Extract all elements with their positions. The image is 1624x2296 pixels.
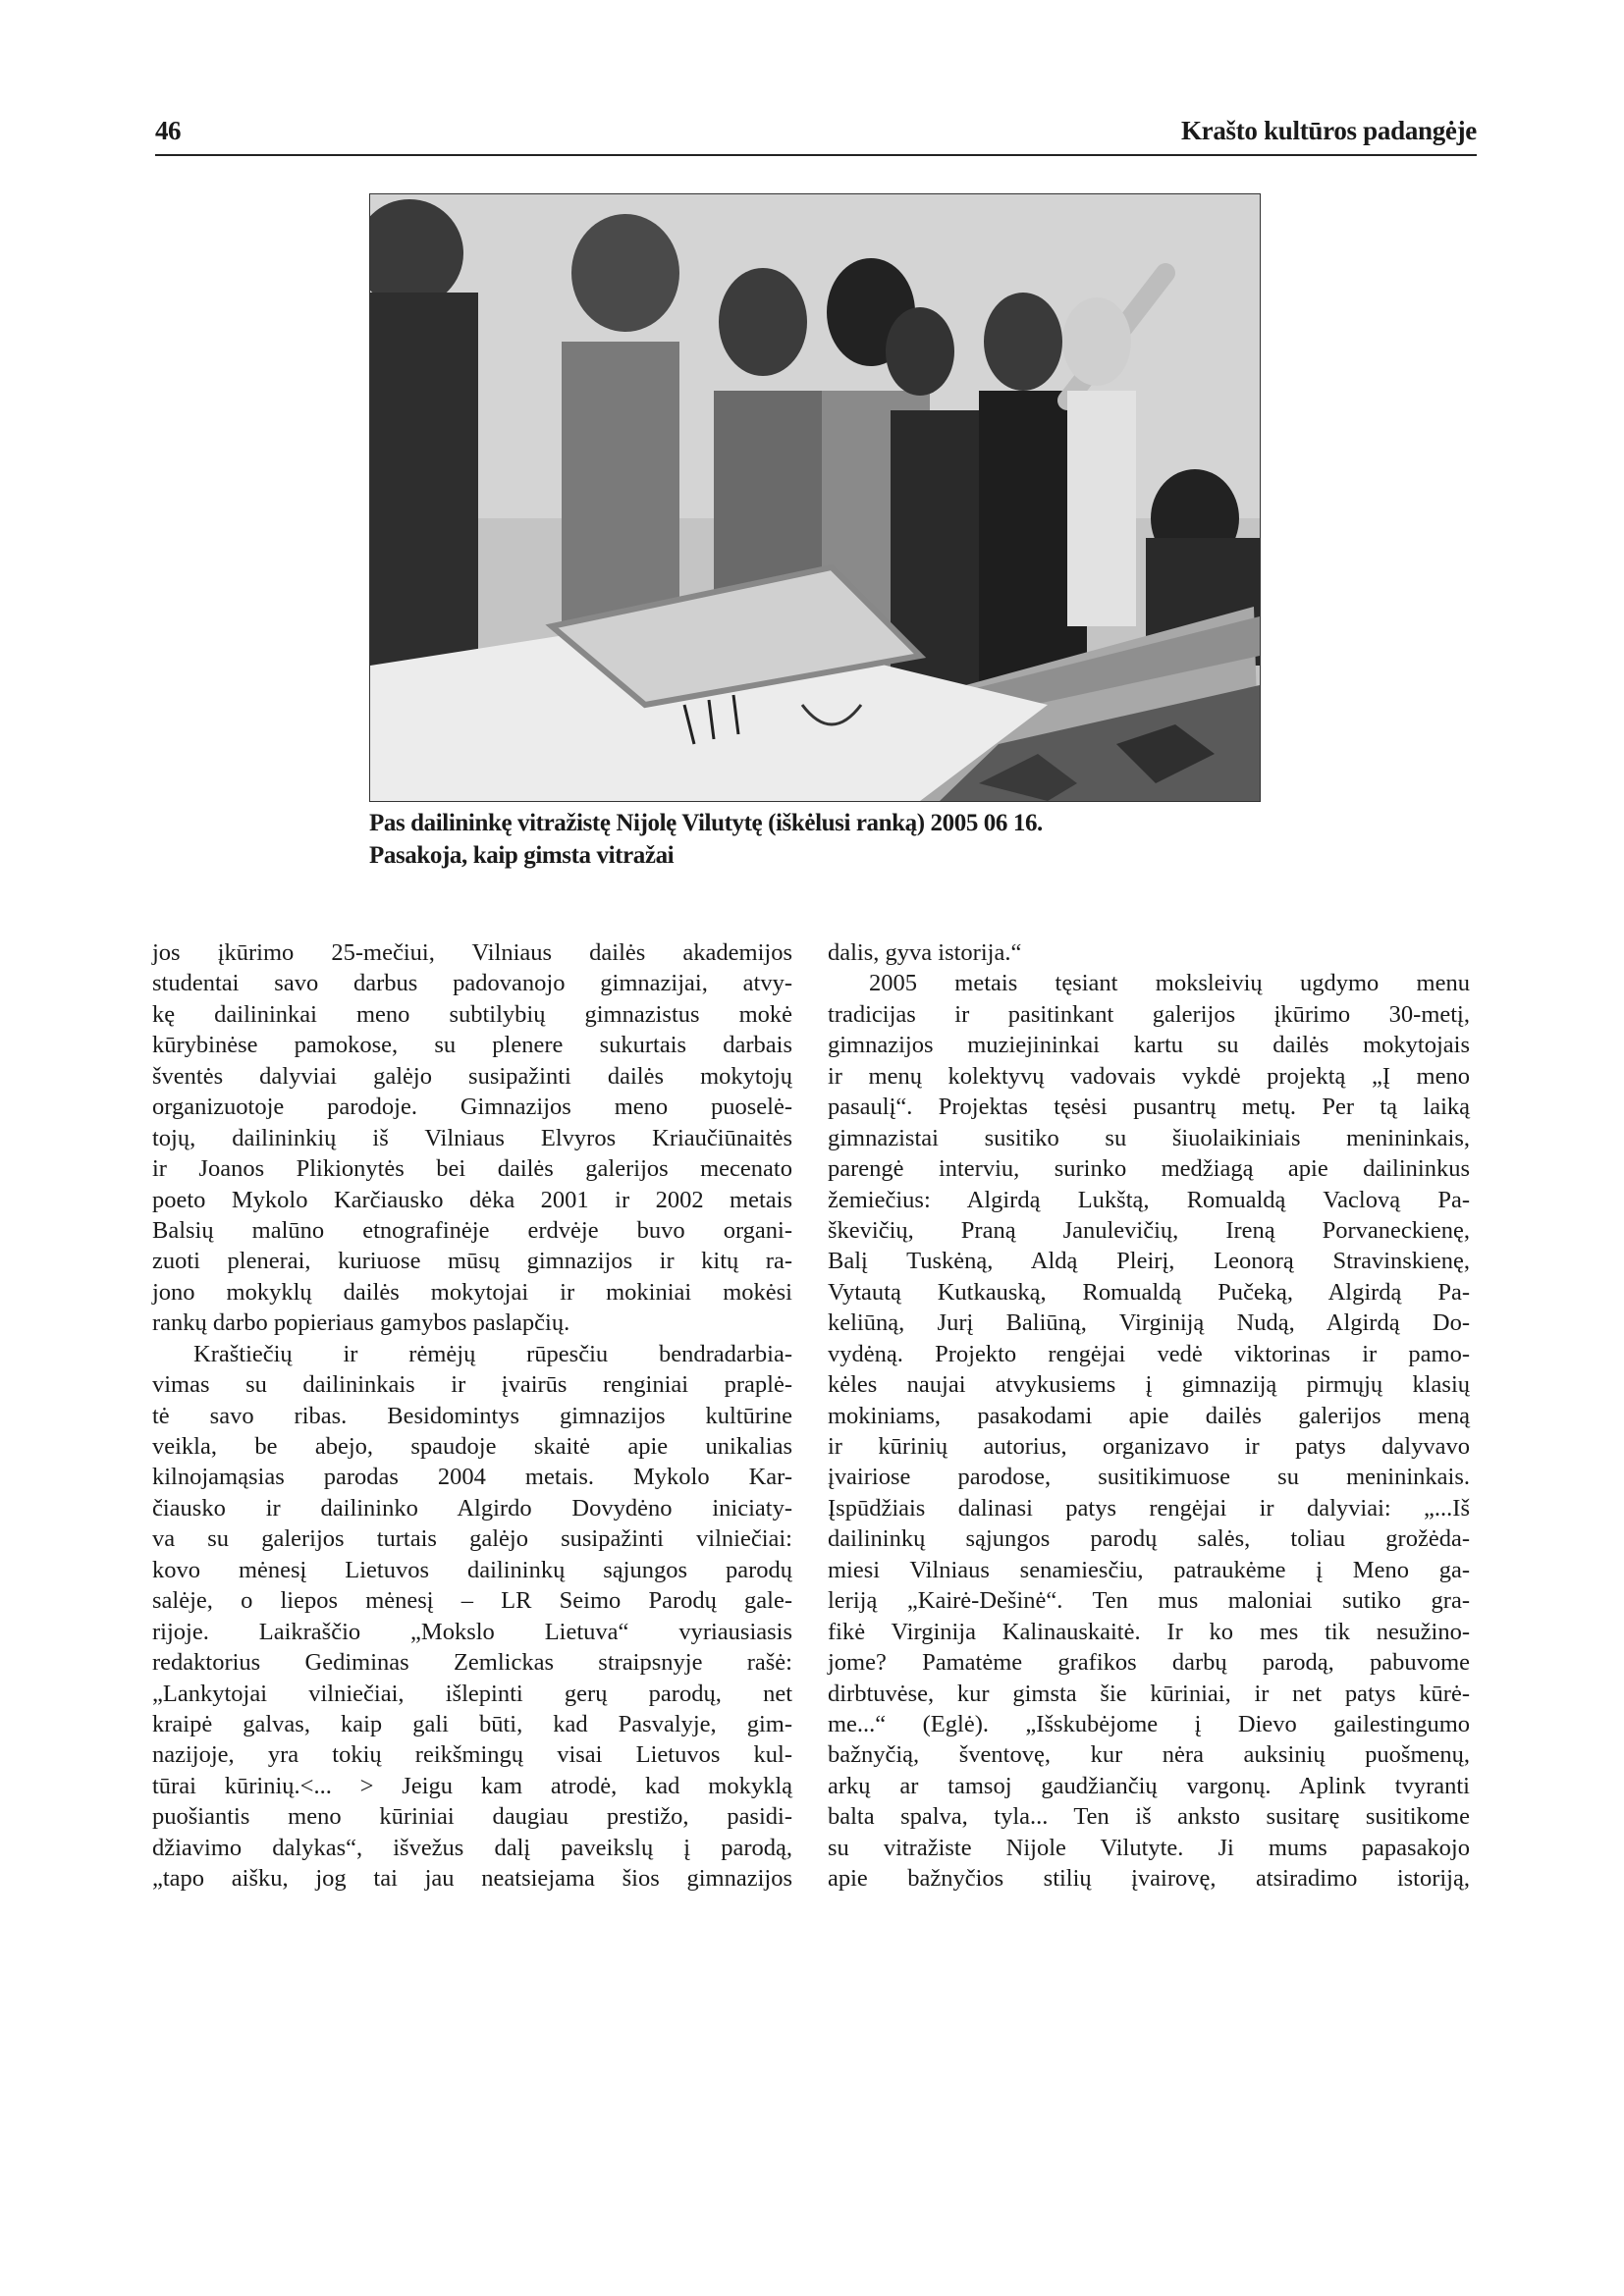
text-line: šventės dalyviai galėjo susipažinti dailės mokytojų: [152, 1062, 792, 1090]
caption-line: Pasakoja, kaip gimsta vitražai: [369, 842, 675, 869]
person-head: [719, 268, 807, 376]
text-line: kėles naujai atvykusiems į gimnaziją pirmųjų klasių: [828, 1371, 1470, 1399]
person-head: [886, 307, 954, 396]
text-line: pasaulį“. Projektas tęsėsi pusantrų metų. Per tą laiką: [828, 1094, 1470, 1121]
text-line: Balsių malūno etnografinėje erdvėje buvo organi-: [152, 1216, 792, 1244]
text-line: fikė Virginija Kalinauskaitė. Ir ko mes tik nesužino-: [828, 1618, 1470, 1645]
text-line: bažnyčią, šventovę, kur nėra auksinių puošmenų,: [828, 1741, 1470, 1769]
text-line: balta spalva, tyla... Ten iš anksto susitarę susitikome: [828, 1803, 1470, 1831]
text-line: rijoje. Laikraščio „Mokslo Lietuva“ vyriausiasis: [152, 1618, 792, 1645]
text-line: mokiniams, pasakodami apie dailės galerijos meną: [828, 1402, 1470, 1429]
text-line: dirbtuvėse, kur gimsta šie kūriniai, ir net patys kūrė-: [828, 1680, 1470, 1707]
text-line: dalis, gyva istorija.“: [828, 939, 1022, 966]
running-title: Krašto kultūros padangėje: [1180, 116, 1477, 145]
text-line: Vytautą Kutkauską, Romualdą Pučeką, Algirdą Pa-: [828, 1278, 1470, 1306]
text-line: su vitražiste Nijole Vilutyte. Ji mums papasakojo: [828, 1834, 1470, 1861]
photo: [369, 193, 1261, 802]
text-line: jos įkūrimo 25-mečiui, Vilniaus dailės akademijos: [152, 939, 792, 966]
caption-line: Pas dailininkę vitražistę Nijolę Vilutytę (iškėlusi ranką) 2005 06 16.: [369, 810, 1043, 836]
text-column-left: [152, 937, 792, 1895]
text-line: zuoti plenerai, kuriuose mūsų gimnazijos ir kitų ra-: [152, 1248, 792, 1275]
text-line: „tapo aišku, jog tai jau neatsiejama šios gimnazijos: [152, 1865, 792, 1893]
text-line: vimas su dailininkais ir įvairūs renginiai praplė-: [152, 1371, 792, 1399]
text-line: tė savo ribas. Besidomintys gimnazijos kultūrine: [152, 1402, 792, 1429]
text-line: keliūną, Jurį Baliūną, Virginiją Nudą, Algirdą Do-: [828, 1309, 1470, 1337]
header-rule: [155, 154, 1477, 156]
text-line: kraipė galvas, kaip gali būti, kad Pasvalyje, gim-: [152, 1710, 792, 1737]
text-line: nazijoje, yra tokių reikšmingų visai Lietuvos kul-: [152, 1741, 792, 1769]
text-line: parengė interviu, surinko medžiagą apie dailininkus: [828, 1155, 1470, 1183]
text-line: salėje, o liepos mėnesį – LR Seimo Parodų gale-: [152, 1587, 792, 1615]
text-line: Balį Tuskėną, Aldą Pleirį, Leonorą Stravinskienę,: [828, 1248, 1470, 1275]
text-line: čiausko ir dailininko Algirdo Dovydėno iniciaty-: [152, 1494, 792, 1522]
text-line: gimnazijos muziejininkai kartu su dailės mokytojais: [828, 1032, 1470, 1059]
text-line: Kraštiečių ir rėmėjų rūpesčiu bendradarbia-: [193, 1340, 792, 1367]
text-column-right: [828, 937, 1470, 1895]
text-line: kūrybinėse pamokose, su plenere sukurtais darbais: [152, 1032, 792, 1059]
text-line: žemiečius: Algirdą Lukštą, Romualdą Vaclovą Pa-: [828, 1186, 1470, 1213]
text-line: kovo mėnesį Lietuvos dailininkų sąjungos parodų: [152, 1556, 792, 1583]
text-line: dailininkų sąjungos parodų salės, toliau grožėda-: [828, 1525, 1470, 1553]
text-line: ir menų kolektyvų vadovais vykdė projektą „Į meno: [828, 1062, 1470, 1090]
text-line: tradicijas ir pasitinkant galerijos įkūrimo 30-metį,: [828, 1000, 1470, 1028]
text-line: redaktorius Gediminas Zemlickas straipsnyje rašė:: [152, 1649, 792, 1677]
text-line: miesi Vilniaus senamiesčiu, patraukėme į Meno ga-: [828, 1556, 1470, 1583]
text-line: rankų darbo popieriaus gamybos paslapčių.: [152, 1309, 570, 1337]
text-line: ir kūrinių autorius, organizavo ir patys dalyvavo: [828, 1433, 1470, 1460]
text-line: džiavimo dalykas“, išvežus dalį paveikslų į parodą,: [152, 1834, 792, 1861]
text-line: studentai savo darbus padovanojo gimnazijai, atvy-: [152, 970, 792, 997]
person-head: [571, 214, 679, 332]
text-line: poeto Mykolo Karčiausko dėka 2001 ir 2002 metais: [152, 1186, 792, 1213]
text-line: me...“ (Eglė). „Išskubėjome į Dievo gailestingumo: [828, 1710, 1470, 1737]
text-line: organizuotoje parodoje. Gimnazijos meno puoselė-: [152, 1094, 792, 1121]
text-line: ir Joanos Plikionytės bei dailės galerijos mecenato: [152, 1155, 792, 1183]
text-line: 2005 metais tęsiant moksleivių ugdymo menu: [869, 970, 1470, 997]
text-line: veikla, be abejo, spaudoje skaitė apie unikalias: [152, 1433, 792, 1460]
text-line: Įspūdžiais dalinasi patys rengėjai ir dalyviai: „...Iš: [828, 1494, 1470, 1522]
text-line: va su galerijos turtais galėjo susipažinti vilniečiai:: [152, 1525, 792, 1553]
photo-caption: [369, 807, 1253, 872]
text-line: įvairiose parodose, susitikimuose su menininkais.: [828, 1464, 1470, 1491]
text-line: kilnojamąsias parodas 2004 metais. Mykolo Kar-: [152, 1464, 792, 1491]
text-line: gimnazistai susitiko su šiuolaikiniais menininkais,: [828, 1124, 1470, 1151]
page-header: [155, 116, 1477, 159]
text-line: apie bažnyčios stilių įvairovę, atsiradimo istoriją,: [828, 1865, 1470, 1893]
page-number: 46: [155, 116, 181, 145]
text-line: vydėną. Projekto rengėjai vedė viktorinas ir pamo-: [828, 1340, 1470, 1367]
text-line: „Lankytojai vilniečiai, išlepinti gerų parodų, net: [152, 1680, 792, 1707]
text-line: kę dailininkai meno subtilybių gimnazistus mokė: [152, 1000, 792, 1028]
photo-illustration: [370, 194, 1260, 801]
text-line: jome? Pamatėme grafikos darbų parodą, pabuvome: [828, 1649, 1470, 1677]
text-line: tūrai kūrinių.<... > Jeigu kam atrodė, kad mokyklą: [152, 1772, 792, 1799]
text-line: tojų, dailininkių iš Vilniaus Elvyros Kriaučiūnaitės: [152, 1124, 792, 1151]
person-body: [1067, 391, 1136, 626]
text-line: arkų ar tamsoj gaudžiančių vargonų. Aplink tvyranti: [828, 1772, 1470, 1799]
person-head: [1062, 297, 1131, 386]
text-line: puošiantis meno kūriniai daugiau prestižo, pasidi-: [152, 1803, 792, 1831]
person-head: [984, 293, 1062, 391]
text-line: škevičių, Praną Janulevičių, Ireną Porvaneckienę,: [828, 1216, 1470, 1244]
text-line: jono mokyklų dailės mokytojai ir mokiniai mokėsi: [152, 1278, 792, 1306]
text-line: leriją „Kairė-Dešinė“. Ten mus maloniai sutiko gra-: [828, 1587, 1470, 1615]
